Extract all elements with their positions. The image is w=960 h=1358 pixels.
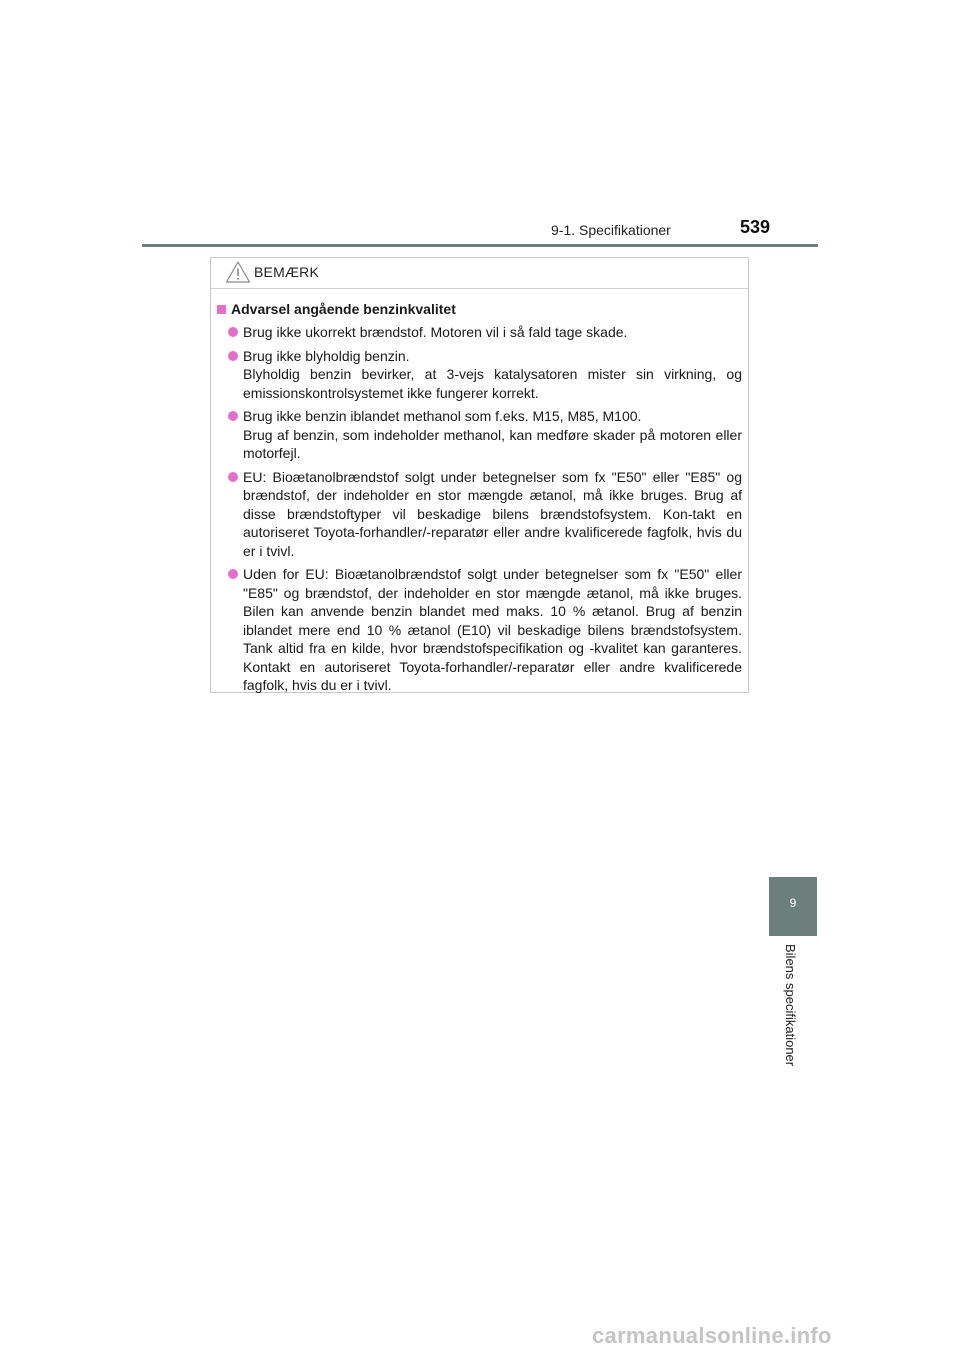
section-heading-text: Advarsel angående benzinkvalitet [231,301,456,317]
round-bullet-icon [228,351,238,361]
list-item-text: Brug ikke blyholdig benzin. [243,347,410,364]
section-heading [217,301,742,317]
list-item [217,565,742,695]
round-bullet-icon [228,472,238,482]
chapter-number: 9 [789,896,797,910]
page-number: 539 [740,217,771,237]
notice-title: BEMÆRK [254,264,319,280]
header-rule [142,244,818,247]
list-item-text: EU: Bioætanolbrændstof solgt under betegnelser som fx "E50" eller "E85" og brændstof, der indeholder en stor mængde ætanol, må ikke bruges. Brug af disse brændstoftyper vil beskadige bilens brændstofsystem. Kon-takt en autoriseret Toyota-forhandler/-reparatør eller andre kvalificerede fagfolk, hvis du er i tvivl. [243,468,742,559]
chapter-title: Bilens specifikationer [783,944,798,1067]
notice-box [210,257,749,693]
list-item-detail: Brug af benzin, som indeholder methanol, kan medføre skader på motoren eller motorfejl. [243,426,742,461]
round-bullet-icon [228,569,238,579]
notice-header [211,258,748,289]
square-bullet-icon [217,305,226,314]
list-item-text: Brug ikke benzin iblandet methanol som f.eks. M15, M85, M100. [243,408,642,424]
list-item [217,347,742,403]
list-item [217,323,742,342]
warning-triangle-icon [225,260,251,284]
watermark: carmanualsonline.info [592,1323,832,1348]
chapter-tab [769,877,817,936]
list-item-detail: Blyholdig benzin bevirker, at 3-vejs katalysatoren mister sin virkning, og emissionskontrolsystemet ikke fungerer korrekt. [243,366,742,401]
section-title: 9-1. Specifikationer [551,222,671,238]
list-item-text: Brug ikke ukorrekt brændstof. Motoren vil i så fald tage skade. [243,324,628,340]
round-bullet-icon [228,411,238,421]
list-item [217,468,742,561]
notice-body [211,289,748,695]
round-bullet-icon [228,327,238,337]
list-item-text: Uden for EU: Bioætanolbrændstof solgt under betegnelser som fx "E50" eller "E85" og brændstof, der indeholder en stor mængde ætanol, må ikke bruges. Bilen kan anvende benzin blandet med maks. 10 % ætanol. Brug af benzin iblandet mere end 10 % ætanol (E10) vil beskadige bilens brændstofsystem. Tank altid fra en kilde, hvor brændstofspecifikation og -kvalitet kan garanteres. Kontakt en autoriseret Toyota-forhandler/-reparatør eller andre kvalificerede fagfolk, hvis du er i tvivl. [243,566,742,693]
list-item [217,407,742,463]
